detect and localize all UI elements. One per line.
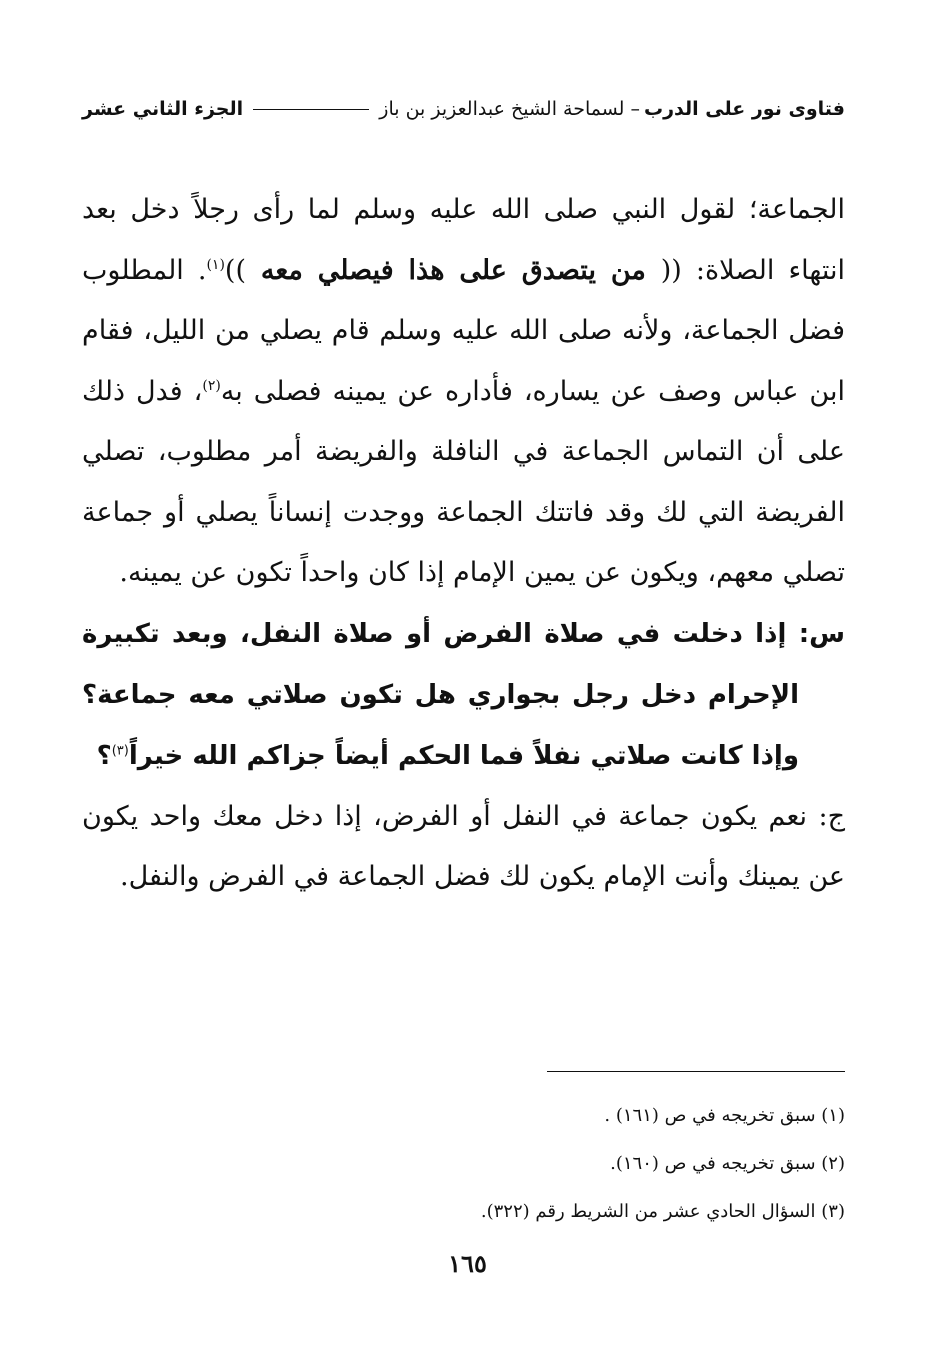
footnote-2: (٢) سبق تخريجه في ص (١٦٠). [610,1153,845,1174]
page-number: ١٦٥ [448,1249,487,1278]
paragraph-text-c: . المطلوب فضل الجماعة، ولأنه صلى الله عليه وسلم قام يصلي من الليل، فقام ابن عباس وصف عن يساره، فأداره عن يمينه فصلى به [82,254,845,407]
book-title: فتاوى نور على الدرب [644,98,845,120]
paragraph-text-d: ، فدل ذلك على أن التماس الجماعة في النافلة والفريضة أمر مطلوب، تصلي الفريضة التي لك وقد فاتتك الجماعة ووجدت إنساناً يصلي أو جماعة تصلي معهم، ويكون عن يمين الإمام إذا كان واحداً تكون عن يمينه. [82,375,845,588]
paragraph-text-a: الجماعة؛ لقول النبي صلى الله عليه وسلم لما رأى رجلاً دخل بعد انتهاء الصلاة: (( [82,194,845,286]
author-name: – لسماحة الشيخ عبدالعزيز بن باز [379,98,640,120]
footnote-ref-1: (١) [206,256,225,273]
header-rule [253,109,369,110]
hadith-quote: من يتصدق على هذا فيصلي معه [246,254,661,286]
question-paragraph [82,604,845,787]
footnote-separator [547,1071,845,1072]
answer-paragraph: ج: نعم يكون جماعة في النفل أو الفرض، إذا دخل معك واحد يكون عن يمينك وأنت الإمام يكون لك فضل الجماعة في الفرض والنفل. [82,800,845,892]
paragraph-text-b: )) [224,254,246,286]
footnote-ref-2: (٢) [202,377,221,394]
paragraph-continuation [82,180,845,604]
volume-label: الجزء الثاني عشر [82,98,244,120]
footnote-1: (١) سبق تخريجه في ص (١٦١) . [604,1105,845,1126]
page-body [82,180,845,908]
footnote-3: (٣) السؤال الحادي عشر من الشريط رقم (٣٢٢). [480,1201,845,1222]
footnotes [82,1092,845,1236]
question-text: س: إذا دخلت في صلاة الفرض أو صلاة النفل، وبعد تكبيرة الإحرام دخل رجل بجواري هل تكون صلاتي معه جماعة؟ وإذا كانت صلاتي نفلاً فما الحكم أيضاً جزاكم الله خيراً [82,618,845,771]
question-mark: ؟ [96,740,112,771]
running-header [82,90,845,128]
footnote-ref-3: (٣) [111,742,129,758]
